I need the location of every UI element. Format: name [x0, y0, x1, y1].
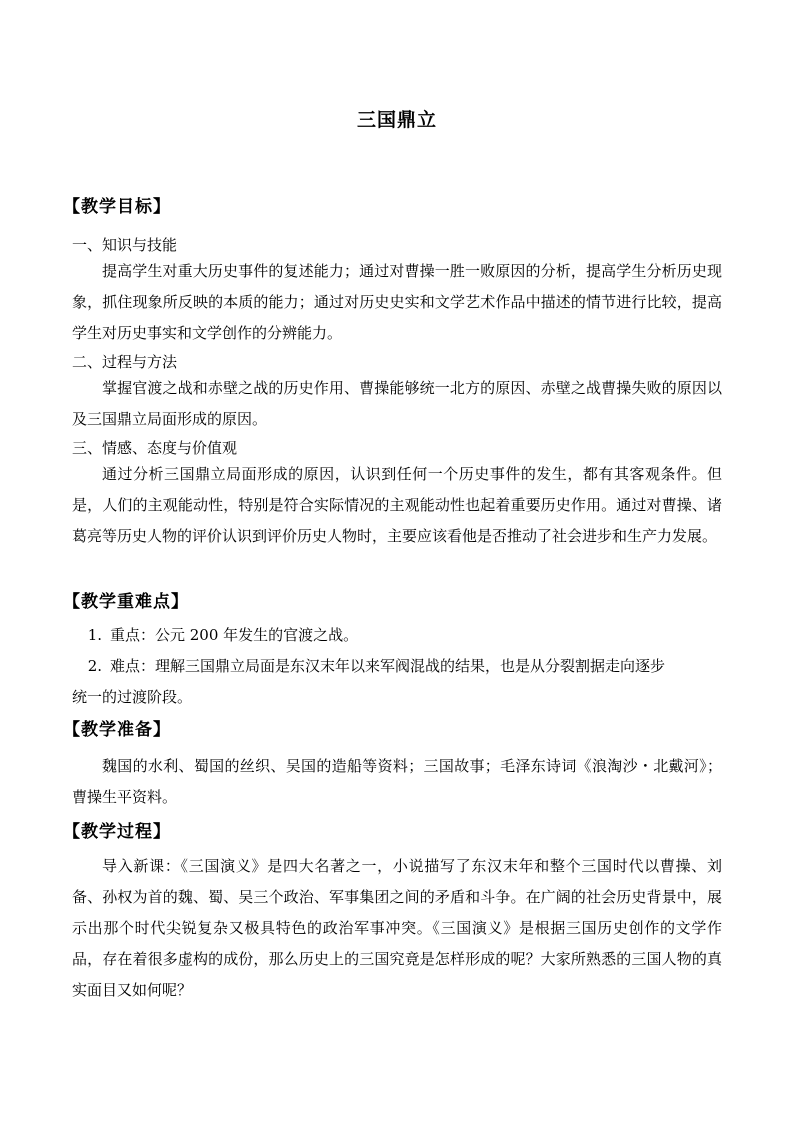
preparation-text: 魏国的水利、蜀国的丝织、吴国的造船等资料；三国故事；毛泽东诗词《浪淘沙・北戴河》；曹操生平资料。 [72, 757, 722, 806]
goals-heading: 【教学目标】 [63, 197, 171, 217]
goals-sub2-title: 二、过程与方法 [72, 353, 178, 371]
process-heading: 【教学过程】 [63, 822, 171, 842]
goals-sub3-text: 通过分析三国鼎立局面形成的原因，认识到任何一个历史事件的发生，都有其客观条件。但是，人们的主观能动性，特别是符合实际情况的主观能动性也起着重要历史作用。通过对曹操、诸葛亮等历史人物的评价认识到评价历史人物时，主要应该看他是否推动了社会进步和生产力发展。 [72, 465, 722, 545]
key-point-item-1 [72, 620, 722, 651]
key-point-1-text: 重点：公元 200 年发生的官渡之战。 [110, 626, 359, 644]
goals-sub1-title: 一、知识与技能 [72, 236, 178, 254]
goals-sub3-title: 三、情感、态度与价值观 [72, 439, 238, 457]
key-point-2-number: 2. [87, 657, 102, 675]
key-point-2-text: 难点：理解三国鼎立局面是东汉末年以来军阀混战的结果，也是从分裂割据走向逐步 [110, 657, 666, 675]
goals-sub1-text: 提高学生对重大历史事件的复述能力；通过对曹操一胜一败原因的分析，提高学生分析历史现象，抓住现象所反映的本质的能力；通过对历史史实和文学艺术作品中描述的情节进行比较，提高学生对历史事实和文学创作的分辨能力。 [72, 262, 722, 342]
key-point-1-number: 1. [87, 626, 102, 644]
preparation-heading: 【教学准备】 [63, 720, 171, 740]
key-point-item-2-continued: 统一的过渡阶段。 [72, 688, 193, 706]
key-points-heading: 【教学重难点】 [63, 592, 189, 612]
document-title: 三国鼎立 [356, 109, 437, 131]
goals-sub2-text: 掌握官渡之战和赤壁之战的历史作用、曹操能够统一北方的原因、赤壁之战曹操失败的原因以及三国鼎立局面形成的原因。 [72, 379, 722, 428]
key-point-item-2 [72, 651, 722, 682]
process-text: 导入新课：《三国演义》是四大名著之一，小说描写了东汉末年和整个三国时代以曹操、刘备、孙权为首的魏、蜀、吴三个政治、军事集团之间的矛盾和斗争。在广阔的社会历史背景中，展示出那个时代尖锐复杂又极具特色的政治军事冲突。《三国演义》是根据三国历史创作的文学作品，存在着很多虚构的成份，那么历史上的三国究竟是怎样形成的呢？大家所熟悉的三国人物的真实面目又如何呢？ [72, 857, 722, 999]
